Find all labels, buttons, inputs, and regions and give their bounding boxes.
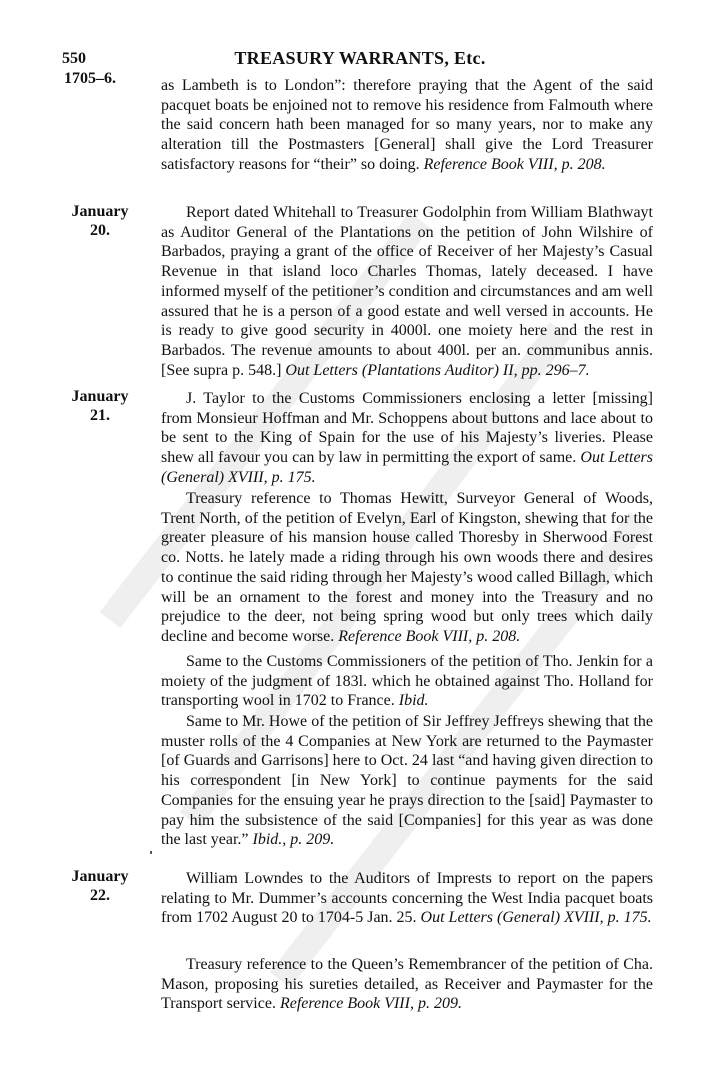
entry-reference: Out Letters (General) XVIII, p. 175.: [420, 909, 652, 927]
entry-paragraph: [161, 203, 653, 380]
date-month: January: [71, 868, 129, 885]
entry-paragraph: [161, 955, 653, 1014]
date-january-21: [60, 387, 140, 425]
entry-text: Report dated Whitehall to Treasurer Godolphin from William Blathwayt as Auditor General of the Plantations on the petition of John Wilshire of Barbados, praying a grant of the office of Receiver of her Majesty’s Casual Revenue in that island loco Charles Thomas, lately deceased. I have informed myself of the petitioner’s condition and circumstances and am well assured that he is a person of a good estate and well versed in accounts. He is ready to give good security in 4000l. one moiety here and the rest in Barbados. The revenue amounts to about 400l. per an. communibus annis. [See supra p. 548.]: [161, 204, 654, 379]
small-mark: [150, 851, 152, 854]
date-month: January: [71, 388, 129, 405]
running-title: TREASURY WARRANTS, Etc.: [234, 48, 486, 68]
entry-text: as Lambeth is to London”: therefore praying that the Agent of the said pacquet boats be enjoined not to remove his residence from Falmouth where the said concern hath been managed for so many years, nor to make any alteration till the Postmasters [General] shall give the Lord Treasurer satisfactory reasons for “their” so doing.: [161, 77, 653, 173]
entry-paragraph: [161, 76, 653, 175]
entry-reference: Ibid., p. 209.: [252, 831, 335, 849]
entry-paragraph: [161, 712, 653, 850]
page-number: 550: [62, 50, 86, 67]
entry-reference: Reference Book VIII, p. 208.: [338, 627, 521, 645]
entry-text: William Lowndes to the Auditors of Imprests to report on the papers relating to Mr. Dummer’s accounts concerning the West India pacquet boats from 1702 August 20 to 1704-5 Jan. 25.: [161, 870, 653, 927]
entry-paragraph: [161, 389, 653, 488]
entry-text: Treasury reference to the Queen’s Remembrancer of the petition of Cha. Mason, proposing his sureties detailed, as Receiver and Paymaster for the Transport service.: [161, 956, 653, 1013]
date-january-20: [60, 202, 140, 240]
entry-text: J. Taylor to the Customs Commissioners enclosing a letter [missing] from Monsieur Hoffman and Mr. Schoppens about buttons and lace about to be sent to the King of Spain for the use of his Majesty’s liveries. Please shew all favour you can by law in permitting the export of same.: [161, 390, 653, 467]
date-day: 22.: [90, 887, 110, 904]
entry-reference: Reference Book VIII, p. 208.: [423, 155, 606, 173]
entry-reference: Out Letters (Plantations Auditor) II, pp. 296–7.: [285, 361, 590, 379]
date-day: 21.: [90, 407, 110, 424]
entry-reference: Ibid.: [398, 692, 429, 710]
entry-text: Treasury reference to Thomas Hewitt, Surveyor General of Woods, Trent North, of the petition of Evelyn, Earl of Kingston, shewing that for the greater pleasure of his mansion house called Thoresby in Sherwood Forest co. Notts. he lately made a riding through his own woods there and desires to continue the said riding through her Majesty’s wood called Billagh, which will be an ornament to the forest and money into the Treasury and no prejudice to the deer, not being spring wood but only trees which daily decline and become worse.: [161, 490, 653, 645]
entry-paragraph: [161, 869, 653, 928]
entry-text: Same to Mr. Howe of the petition of Sir Jeffrey Jeffreys shewing that the muster rolls of the 4 Companies at New York are returned to the Paymaster [of Guards and Garrisons] here to Oct. 24 last “and having given direction to his correspondent [in New York] to continue payments for the said Companies for the ensuing year he prays direction to the [said] Paymaster to pay him the subsistence of the said [Companies] for this year as was done the last year.”: [161, 713, 653, 849]
entry-paragraph: [161, 489, 653, 647]
date-january-22: [60, 867, 140, 905]
entry-reference: Out Letters (General) XVIII, p. 175.: [161, 449, 654, 486]
year-marginal: 1705–6.: [64, 70, 116, 87]
entry-text: Same to the Customs Commissioners of the petition of Tho. Jenkin for a moiety of the judgment of 183l. which he obtained against Tho. Holland for transporting wool in 1702 to France.: [161, 653, 653, 710]
entry-paragraph: [161, 652, 653, 711]
date-day: 20.: [90, 222, 110, 239]
entry-reference: Reference Book VIII, p. 209.: [279, 995, 462, 1013]
date-month: January: [71, 203, 129, 220]
